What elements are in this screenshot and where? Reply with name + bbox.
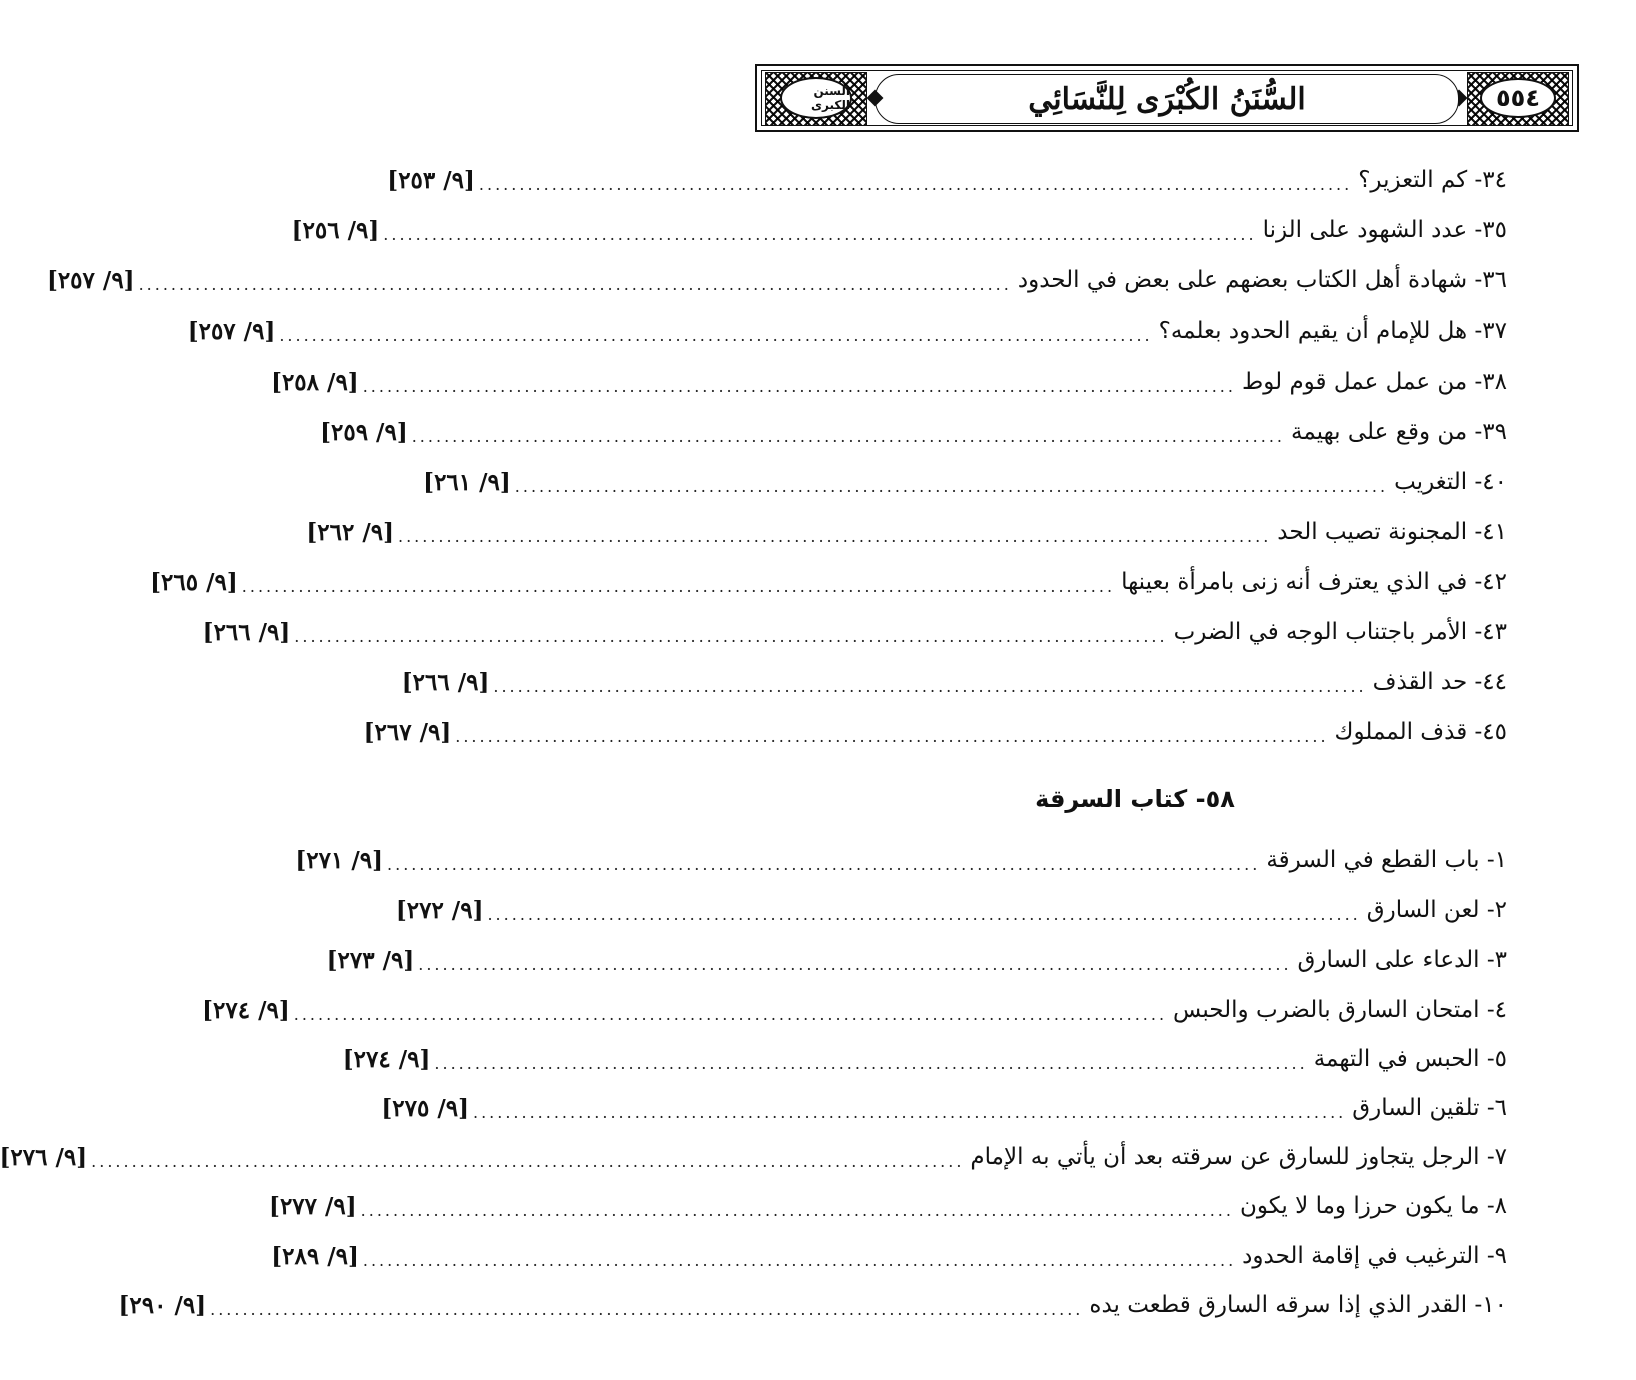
leader-dots: ............................................................................................................ (514, 476, 1389, 496)
leader-dots: ............................................................................................................ (210, 1299, 1084, 1319)
toc-entry-ref: [٩/ ٢٧٢] (395, 896, 484, 924)
header-ornament-left (765, 72, 867, 126)
leader-dots: ............................................................................................................ (478, 174, 1353, 194)
toc-entry-title: ٤- امتحان السارق بالضرب والحبس (1173, 997, 1507, 1023)
page-number: ٥٥٤ (1480, 78, 1556, 118)
leader-dots: ............................................................................................................ (411, 426, 1285, 446)
toc-entry-ref: [٩/ ٢٦٢] (306, 518, 394, 546)
toc-entry-ref: [٩/ ٢٦٥] (150, 568, 238, 596)
toc-entry (269, 1186, 1507, 1226)
toc-entry-title: ٣٥- عدد الشهود على الزنا (1262, 217, 1507, 243)
toc-entry-ref: [٩/ ٢٧٤] (342, 1045, 431, 1073)
toc-entry-title: ٣٦- شهادة أهل الكتاب بعضهم على بعض في الحدود (1017, 267, 1507, 293)
toc-entry-ref: [٩/ ٢٥٧] (46, 266, 135, 294)
toc-entry-title: ٥- الحبس في التهمة (1313, 1046, 1507, 1072)
toc-entry-title: ٣٩- من وقع على بهيمة (1291, 419, 1507, 445)
toc-entry (202, 612, 1507, 652)
toc-entry (271, 1236, 1507, 1276)
header-title-cartouche (875, 74, 1459, 124)
leader-dots: ............................................................................................................ (472, 1102, 1347, 1122)
toc-entry (202, 990, 1507, 1030)
toc-entry-ref: [٩/ ٢٨٩] (271, 1242, 359, 1270)
toc-entry (363, 712, 1507, 752)
leader-dots: ............................................................................................................ (383, 224, 1257, 244)
toc-entry-ref: [٩/ ٢٥٩] (320, 418, 408, 446)
leader-dots: ............................................................................................................ (398, 526, 1272, 546)
toc-entry-title: ٨- ما يكون حرزا وما لا يكون (1239, 1193, 1507, 1219)
header-ornament-right (1467, 72, 1569, 126)
toc-entry-title: ١٠- القدر الذي إذا سرقه السارق قطعت يده (1089, 1292, 1507, 1318)
toc-entry-ref: [٩/ ٢٧١] (295, 846, 384, 874)
toc-entry-title: ٧- الرجل يتجاوز للسارق عن سرقته بعد أن يأتي به الإمام (970, 1144, 1507, 1170)
leader-dots: ............................................................................................................ (138, 274, 1012, 294)
toc-entry-ref: [٩/ ٢٦٦] (202, 618, 291, 646)
toc-entry-title: ٤١- المجنونة تصيب الحد (1277, 519, 1507, 545)
toc-entry-ref: [٩/ ٢٦٦] (401, 668, 490, 696)
toc-entry (381, 1088, 1507, 1128)
toc-entry-ref: [٩/ ٢٦٧] (363, 718, 452, 746)
toc-entry-title: ٤٢- في الذي يعترف أنه زنى بامرأة بعينها (1121, 569, 1507, 595)
toc-entry (295, 840, 1507, 880)
toc-entry (342, 1039, 1507, 1079)
toc-entry (0, 1137, 1507, 1177)
toc-entry (150, 562, 1507, 602)
toc-entry-title: ٣٧- هل للإمام أن يقيم الحدود بعلمه؟ (1158, 318, 1507, 344)
leader-dots: ............................................................................................................ (91, 1151, 965, 1171)
leader-dots: ............................................................................................................ (362, 376, 1236, 396)
leader-dots: ............................................................................................................ (293, 1004, 1168, 1024)
toc-entry-ref: [٩/ ٢٥٦] (291, 216, 380, 244)
toc-entry-ref: [٩/ ٢٩٠] (118, 1291, 207, 1319)
toc-entry-title: ٤٠- التغريب (1394, 469, 1507, 495)
toc-entry-title: ٢- لعن السارق (1366, 897, 1507, 923)
toc-entry (46, 260, 1507, 300)
toc-entry (271, 362, 1507, 402)
seal-medallion: السنن الكبرى (780, 77, 852, 119)
toc-entry-ref: [٩/ ٢٦١] (423, 468, 511, 496)
leader-dots: ............................................................................................................ (418, 954, 1292, 974)
toc-entry-ref: [٩/ ٢٧٥] (381, 1094, 469, 1122)
leader-dots: ............................................................................................................ (241, 576, 1116, 596)
toc-entry (423, 462, 1507, 502)
leader-dots: ............................................................................................................ (487, 904, 1361, 924)
toc-entry-title: ٩- الترغيب في إقامة الحدود (1242, 1243, 1507, 1269)
toc-entry-title: ٤٤- حد القذف (1372, 669, 1507, 695)
toc-entry-title: ٦- تلقين السارق (1352, 1095, 1507, 1121)
leader-dots: ............................................................................................................ (493, 676, 1367, 696)
toc-entry-ref: [٩/ ٢٧٤] (202, 996, 290, 1024)
toc-entry-ref: [٩/ ٢٧٦] (0, 1143, 88, 1171)
toc-entry-title: ٤٣- الأمر باجتناب الوجه في الضرب (1173, 619, 1507, 645)
toc-entry (187, 311, 1507, 351)
toc-entry-ref: [٩/ ٢٥٧] (187, 317, 276, 345)
leader-dots: ............................................................................................................ (362, 1250, 1237, 1270)
leader-dots: ............................................................................................................ (360, 1200, 1234, 1220)
toc-entry (387, 160, 1507, 200)
toc-entry-ref: [٩/ ٢٧٧] (269, 1192, 357, 1220)
toc-entry-title: ٣٤- كم التعزير؟ (1358, 167, 1507, 193)
toc-entry (306, 512, 1507, 552)
toc-entry (118, 1285, 1507, 1325)
toc-entry (320, 412, 1507, 452)
toc-entry-ref: [٩/ ٢٥٨] (271, 368, 359, 396)
toc-entry-title: ١- باب القطع في السرقة (1266, 847, 1507, 873)
toc-entry-title: ٣٨- من عمل عمل قوم لوط (1241, 369, 1507, 395)
section-heading: ٥٨- كتاب السرقة (1035, 785, 1235, 813)
leader-dots: ............................................................................................................ (434, 1053, 1308, 1073)
toc-entry-title: ٤٥- قذف المملوك (1334, 719, 1507, 745)
page-header (755, 64, 1579, 132)
toc-entry (326, 940, 1507, 980)
toc-entry-title: ٣- الدعاء على السارق (1297, 947, 1507, 973)
leader-dots: ............................................................................................................ (279, 325, 1153, 345)
leader-dots: ............................................................................................................ (387, 854, 1261, 874)
toc-entry (291, 210, 1507, 250)
leader-dots: ............................................................................................................ (455, 726, 1329, 746)
leader-dots: ............................................................................................................ (294, 626, 1168, 646)
toc-entry-ref: [٩/ ٢٧٣] (326, 946, 415, 974)
toc-entry (401, 662, 1507, 702)
book-title: السُّنَنُ الكُبْرَى لِلنَّسَائِي (1028, 81, 1306, 117)
toc-entry-ref: [٩/ ٢٥٣] (387, 166, 475, 194)
toc-entry (395, 890, 1507, 930)
